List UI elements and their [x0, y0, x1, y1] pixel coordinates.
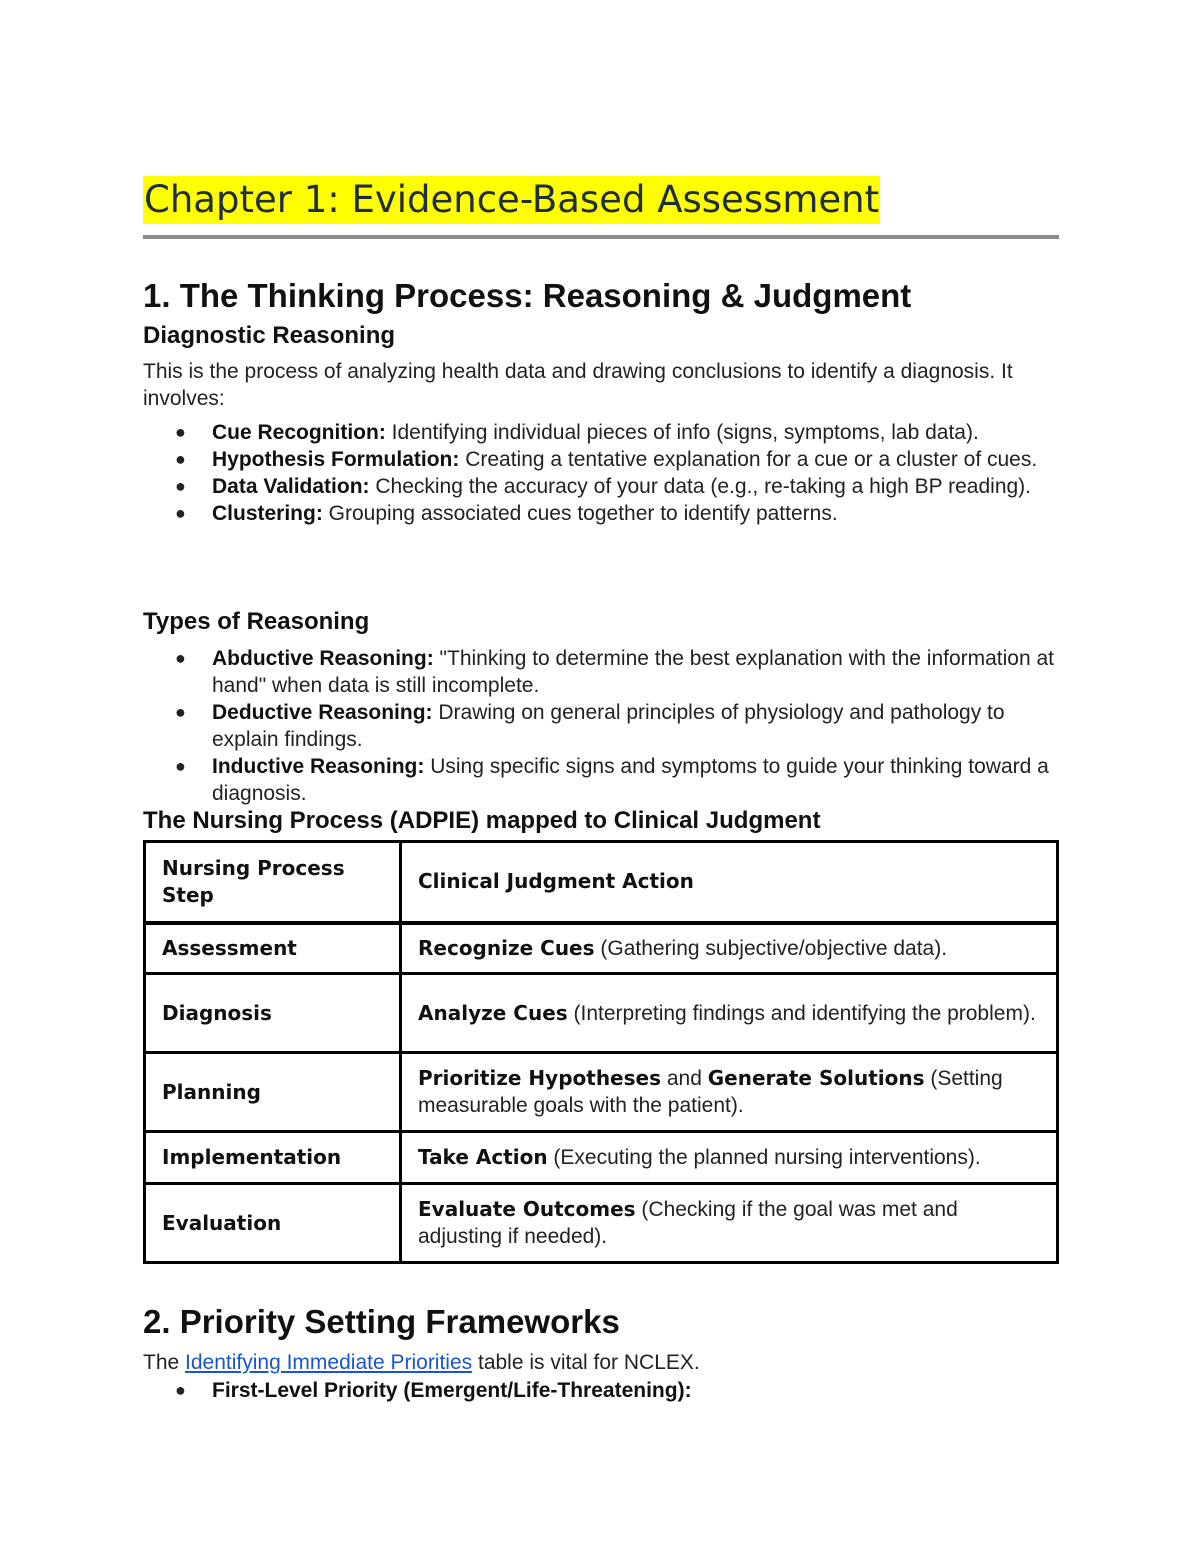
bullet-icon: ●: [175, 756, 186, 776]
horizontal-rule: [143, 235, 1059, 239]
list-item: ● Data Validation: Checking the accuracy of your data (e.g., re-taking a high BP reading).: [175, 475, 1032, 498]
types-of-reasoning-heading: Types of Reasoning: [143, 608, 370, 635]
column-header-action: Clinical Judgment Action: [401, 842, 1058, 923]
action-cell: Recognize Cues (Gathering subjective/objective data).: [401, 923, 1058, 974]
section2-intro: The Identifying Immediate Priorities table is vital for NCLEX.: [143, 1351, 700, 1374]
diagnostic-reasoning-heading: Diagnostic Reasoning: [143, 322, 396, 349]
section2-heading: 2. Priority Setting Frameworks: [143, 1303, 620, 1340]
table-header-row: [145, 842, 1058, 923]
adpie-table-heading: The Nursing Process (ADPIE) mapped to Clinical Judgment: [143, 807, 821, 834]
action-cell: Prioritize Hypotheses and Generate Solutions (Setting measurable goals with the patient).: [401, 1053, 1058, 1132]
list-item: ● Abductive Reasoning: "Thinking to determine the best explanation with the information at hand" when data is still incomplete.: [175, 647, 1055, 697]
priority-list: [143, 1377, 1059, 1404]
list-item: ● Clustering: Grouping associated cues together to identify patterns.: [175, 502, 838, 525]
action-cell: Evaluate Outcomes (Checking if the goal was met and adjusting if needed).: [401, 1184, 1058, 1263]
bullet-icon: ●: [175, 1380, 186, 1400]
table-row: [145, 1184, 1058, 1263]
list-item: ● Deductive Reasoning: Drawing on general principles of physiology and pathology to explain findings.: [175, 701, 1005, 751]
step-cell: Diagnosis: [145, 974, 401, 1053]
section1-heading: 1. The Thinking Process: Reasoning & Judgment: [143, 277, 912, 314]
reasoning-types-list: [143, 645, 1059, 807]
table-row: [145, 974, 1058, 1053]
list-item: ● First-Level Priority (Emergent/Life-Threatening):: [175, 1379, 692, 1402]
table-row: [145, 1132, 1058, 1184]
bullet-icon: ●: [175, 422, 186, 442]
column-header-step: Nursing Process Step: [145, 842, 401, 923]
action-cell: Take Action (Executing the planned nursing interventions).: [401, 1132, 1058, 1184]
bullet-icon: ●: [175, 476, 186, 496]
table-row: [145, 923, 1058, 974]
step-cell: Planning: [145, 1053, 401, 1132]
diagnostic-list: [143, 419, 1059, 527]
adpie-table: [143, 840, 1059, 1264]
bullet-icon: ●: [175, 449, 186, 469]
diagnostic-intro: This is the process of analyzing health data and drawing conclusions to identify a diagnosis. It involves:: [143, 360, 1013, 410]
step-cell: Implementation: [145, 1132, 401, 1184]
bullet-icon: ●: [175, 503, 186, 523]
chapter-title: Chapter 1: Evidence-Based Assessment: [143, 176, 880, 224]
bullet-icon: ●: [175, 702, 186, 722]
table-row: [145, 1053, 1058, 1132]
step-cell: Evaluation: [145, 1184, 401, 1263]
list-item: ● Cue Recognition: Identifying individual pieces of info (signs, symptoms, lab data).: [175, 421, 979, 444]
bullet-icon: ●: [175, 648, 186, 668]
list-item: ● Hypothesis Formulation: Creating a tentative explanation for a cue or a cluster of cues.: [175, 448, 1038, 471]
action-cell: Analyze Cues (Interpreting findings and identifying the problem).: [401, 974, 1058, 1053]
list-item: ● Inductive Reasoning: Using specific signs and symptoms to guide your thinking toward a diagnosis.: [175, 755, 1049, 805]
step-cell: Assessment: [145, 923, 401, 974]
immediate-priorities-link[interactable]: Identifying Immediate Priorities: [185, 1351, 473, 1374]
